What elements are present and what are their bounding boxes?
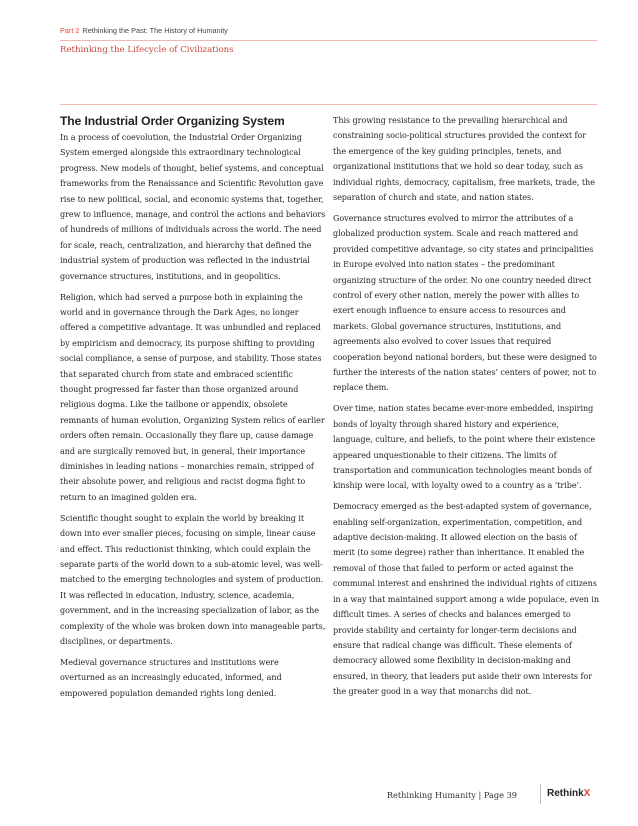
body-paragraph: Medieval governance structures and institutions were overturned as an increasingly educated, informed, and empowered population demanded rights long denied.	[60, 657, 282, 698]
header-divider	[60, 40, 597, 41]
body-paragraph: Scientific thought sought to explain the world by breaking it down into ever smaller pieces, focusing on simple, linear cause and effect. This reductionist thinking, which could explain the separate parts of the world down to a sub-atomic level, was well-matched to the emerging technologies and system of production. It was reflected in education, industry, science, academia, government, and in the increasing specialization of labor, as the complexity of the whole was broken down into manageable parts, disciplines, or departments.	[60, 513, 326, 646]
content-top-divider	[60, 104, 597, 105]
breadcrumb	[60, 26, 597, 36]
body-paragraph: Governance structures evolved to mirror the attributes of a globalized production system. Scale and reach mattered and provided competitive advantage, so city states and principalities in Europe evolved into nation states – the predominant organizing structure of the order. No one country needed direct control of every other nation, merely the power with allies to exert enough influence to ensure access to resources and markets. Global governance structures, institutions, and agreements also evolved to cover issues that required cooperation beyond national borders, but these were designed to further the interests of the nation states’ centers of power, not to replace them.	[333, 213, 597, 393]
footer-separator: |	[478, 790, 482, 800]
left-column	[60, 113, 326, 707]
body-paragraph: Religion, which had served a purpose both in explaining the world and in governance through the Dark Ages, no longer offered a competitive advantage. It was unbundled and replaced by empiricism and democracy, its purpose shifting to providing social compliance, a sense of purpose, and stability. Those states that separated church from state and embraced scientific thought progressed far faster than those organized around religious dogma. Like the tailbone or appendix, obsolete remnants of human evolution, Organizing System relics of earlier orders often remain. Occasionally they flare up, cause damage and are surgically removed but, in general, their importance diminishes in leading nations – monarchies remain, stripped of their absolute power, and religious and racist dogma fight to return to an imagined golden era.	[60, 292, 325, 502]
body-paragraph: In a process of coevolution, the Industrial Order Organizing System emerged alongside this extraordinary technological progress. New models of thought, belief systems, and conceptual frameworks from the Renaissance and Scientific Revolution gave rise to new political, social, and economic systems that, together, grew to influence, manage, and control the actions and behaviors of hundreds of millions of individuals across the world. The need for scale, reach, centralization, and hierarchy that defined the industrial system of production was reflected in the industrial governance structures, institutions, and in geopolitics.	[60, 133, 326, 281]
section-title: Rethinking the Lifecycle of Civilizations	[60, 45, 234, 55]
body-paragraph: Democracy emerged as the best-adapted system of governance, enabling self-organization, experimentation, competition, and adaptive decision-making. It allowed election on the basis of merit (to some degree) rather than inheritance. It enabled the removal of those that failed to perform or acted against the communal interest and enshrined the individual rights of citizens in a way that maintained support among a wide populace, even in difficult times. A series of checks and balances emerged to provide stability and certainty for longer-term decisions and ensure that radical change was difficult. These elements of democracy allowed some flexibility in decision-making and ensured, in theory, that leaders put aside their own interests for the greater good in a way that monarchs did not.	[333, 502, 599, 697]
footer-divider	[540, 784, 541, 804]
page-header	[60, 26, 597, 56]
footer-page-info	[387, 789, 517, 801]
rethinkx-logo	[547, 788, 590, 800]
logo-text: Rethink	[547, 788, 584, 799]
body-paragraph: This growing resistance to the prevailing hierarchical and constraining socio-political structures provided the context for the emergence of the key guiding principles, tenets, and organizational institutions that we hold so dear today, such as individual rights, democracy, capitalism, free markets, trade, the separation of church and state, and nation states.	[333, 116, 595, 203]
article-title: The Industrial Order Organizing System	[60, 114, 285, 128]
page-footer	[380, 784, 597, 806]
page-number: Page 39	[483, 790, 517, 800]
right-column	[333, 113, 599, 705]
running-title: Rethinking Humanity	[386, 790, 476, 800]
logo-x-mark: X	[583, 788, 591, 799]
body-paragraph: Over time, nation states became ever-more embedded, inspiring bonds of loyalty through shared history and experience, language, culture, and beliefs, to the point where their existence appeared unquestionable to their citizens. The limits of transportation and communication technologies meant bonds of kinship were local, with loyalty owed to a country as a ‘tribe’.	[333, 404, 596, 491]
part-title: Rethinking the Past: The History of Humanity	[82, 26, 228, 35]
part-label: Part 2	[60, 26, 80, 35]
